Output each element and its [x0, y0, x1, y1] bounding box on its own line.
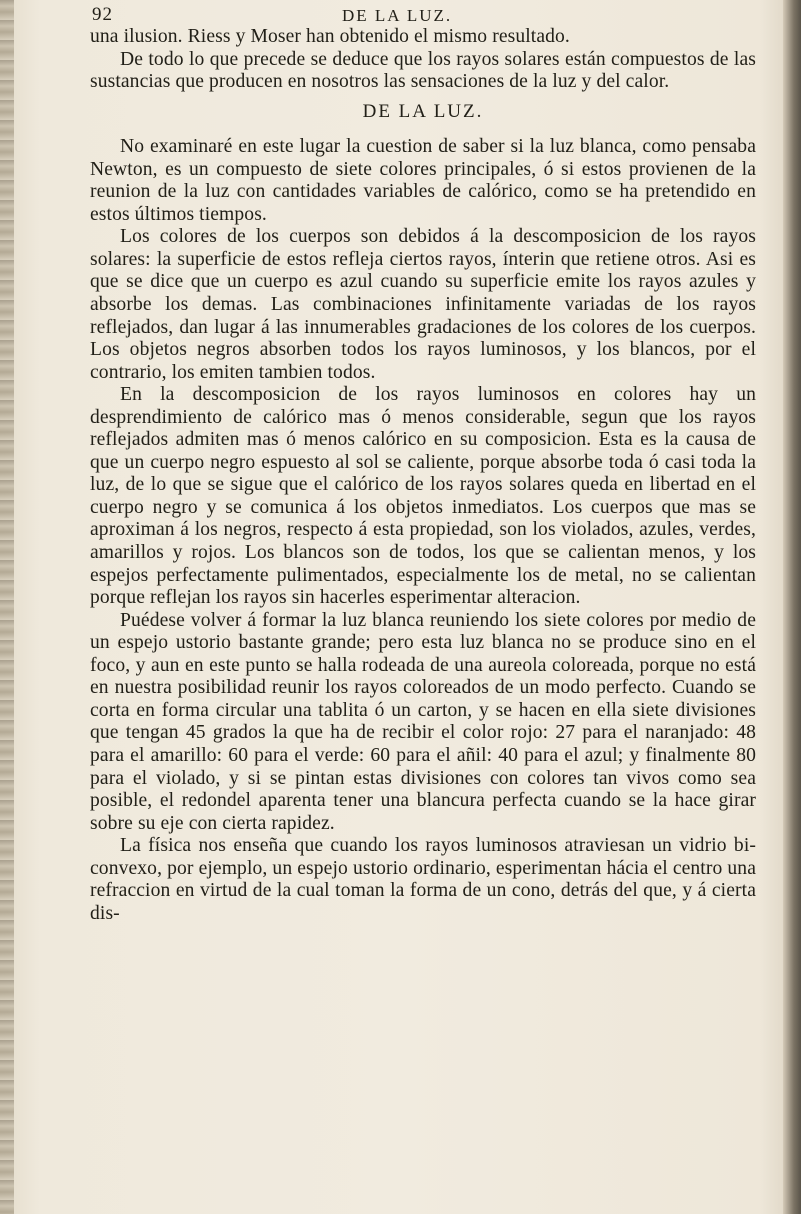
paragraph-4: Los colores de los cuerpos son debidos á la descomposicion de los rayos solares: la superficie de estos refleja ciertos rayos, ínterin que retiene otros. Asi es que se dice que un cuerpo es azul cuando su superficie emite los rayos azules y absorbe los demas. Las combinaciones infinitamente variadas de los rayos reflejados, dan lugar á las innumerables gradaciones de los colores de los cuerpos. Los objetos negros absorben todos los rayos luminosos, y los blancos, por el contrario, los emiten tambien todos.: [90, 226, 756, 383]
running-title: DE LA LUZ.: [342, 6, 453, 25]
paragraph-1: una ilusion. Riess y Moser han obtenido el mismo resultado.: [90, 26, 570, 47]
page-header: [92, 4, 752, 26]
paragraph-7: La física nos enseña que cuando los rayos luminosos atraviesan un vidrio bi-convexo, por ejemplo, un espejo ustorio ordinario, esperimentan hácia el centro una refraccion en virtud de la cual toman la forma de un cono, detrás del que, y á cierta dis-: [90, 835, 756, 924]
paragraph-6: Puédese volver á formar la luz blanca reuniendo los siete colores por medio de un espejo ustorio bastante grande; pero esta luz blanca no se produce sino en el foco, y aun en este punto se halla rodeada de una aureola coloreada, porque no está en nuestra posibilidad reunir los rayos coloreados de un modo perfecto. Cuando se corta en forma circular una tablita ó un carton, y se hacen en ella siete divisiones que tengan 45 grados la que ha de recibir el color rojo: 27 para el naranjado: 48 para el amarillo: 60 para el verde: 60 para el añil: 40 para el azul; y finalmente 80 para el violado, y si se pintan estas divisiones con colores tan vivos como sea posible, el redondel aparenta tener una blancura perfecta cuando se la hace girar sobre su eje con cierta rapidez.: [90, 609, 756, 834]
page-edge-right: [783, 0, 801, 1214]
page-gutter-left: [0, 0, 14, 1214]
body-text: [90, 26, 756, 925]
paragraph-2: De todo lo que precede se deduce que los rayos solares están compuestos de las sustancias que producen en nosotros las sensaciones de la luz y del calor.: [90, 48, 756, 93]
paragraph-3: No examinaré en este lugar la cuestion de saber si la luz blanca, como pensaba Newton, es un compuesto de siete colores principales, ó si estos provienen de la reunion de la luz con cantidades variables de calórico, como se ha pretendido en estos últimos tiempos.: [90, 136, 756, 225]
section-title: DE LA LUZ.: [362, 100, 484, 122]
paragraph-5: En la descomposicion de los rayos luminosos en colores hay un desprendimiento de calórico mas ó menos considerable, segun que los rayos reflejados admiten mas ó menos calórico en su composicion. Esta es la causa de que un cuerpo negro espuesto al sol se caliente, porque absorbe toda ó casi toda la luz, de lo que se sigue que el calórico de los rayos solares queda en libertad en el cuerpo negro y se comunica á los objetos inmediatos. Los cuerpos que mas se aproximan á los negros, respecto á esta propiedad, son los violados, azules, verdes, amarillos y rojos. Los blancos son de todos, los que se calientan menos, y los espejos perfectamente pulimentados, especialmente los de metal, no se calientan porque reflejan los rayos sin hacerles esperimentar alteracion.: [90, 384, 756, 609]
page-number: 92: [92, 4, 113, 25]
